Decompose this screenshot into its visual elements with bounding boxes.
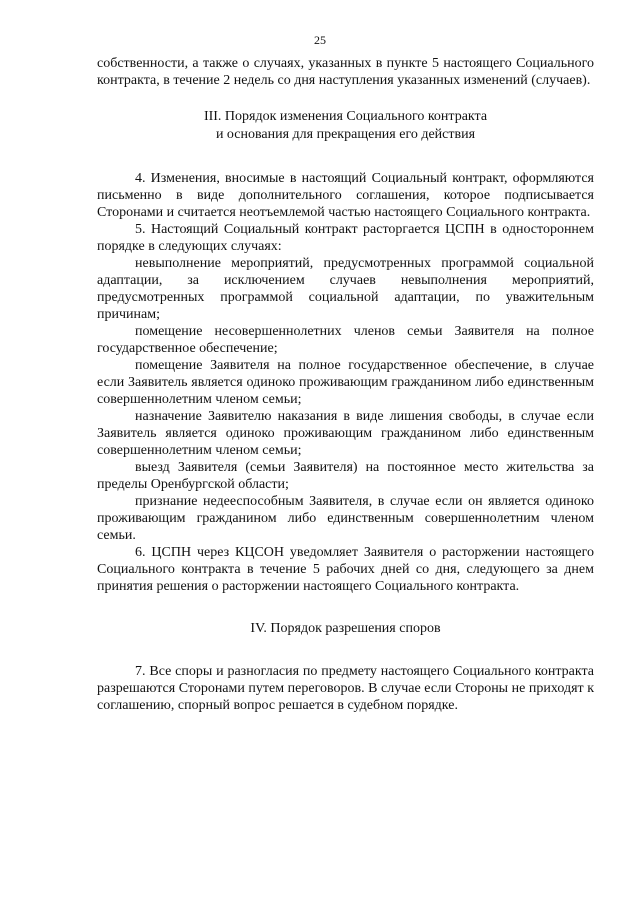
clause-4-paragraph: 4. Изменения, вносимые в настоящий Социальный контракт, оформляются письменно в виде дополнительного соглашения, которое подписывается Сторонами и считается неотъемлемой частью настоящего Социального контракта. [97, 171, 594, 220]
clause-6-paragraph: 6. ЦСПН через КЦСОН уведомляет Заявителя о расторжении настоящего Социального контракта в течение 5 рабочих дней со дня, следующего за днем принятия решения о расторжении настоящего Социального контракта. [97, 545, 594, 594]
section-3-title-line-1: III. Порядок изменения Социального контракта [203, 109, 488, 124]
clause-5-paragraph: 5. Настоящий Социальный контракт расторгается ЦСПН в одностороннем порядке в следующих случаях: [97, 222, 594, 254]
termination-case-3: помещение Заявителя на полное государственное обеспечение, в случае если Заявитель является одиноко проживающим гражданином либо единственным совершеннолетним членом семьи; [97, 358, 594, 407]
section-3-heading [97, 108, 594, 144]
section-3-title-line-2: и основания для прекращения его действия [215, 127, 476, 142]
page-number: 25 [314, 33, 326, 47]
section-4-heading [97, 620, 594, 638]
section-3-body [97, 170, 594, 595]
termination-case-5: выезд Заявителя (семьи Заявителя) на постоянное место жительства за пределы Оренбургской области; [97, 460, 594, 492]
termination-case-4: назначение Заявителю наказания в виде лишения свободы, в случае если Заявитель является одиноко проживающим гражданином либо единственным совершеннолетним членом семьи; [97, 409, 594, 458]
document-body [97, 55, 594, 714]
termination-case-2: помещение несовершеннолетних членов семьи Заявителя на полное государственное обеспечение; [97, 324, 594, 356]
termination-case-6: признание недееспособным Заявителя, в случае если он является одиноко проживающим гражданином либо единственным совершеннолетним членом семьи. [97, 494, 594, 543]
termination-case-1: невыполнение мероприятий, предусмотренных программой социальной адаптации, за исключением случаев невыполнения мероприятий, предусмотренных программой социальной адаптации, по уважительным причинам; [97, 256, 594, 322]
intro-paragraph: собственности, а также о случаях, указанных в пункте 5 настоящего Социального контракта, в течение 2 недель со дня наступления указанных изменений (случаев). [97, 56, 594, 88]
section-4-body [97, 663, 594, 714]
section-4-title: IV. Порядок разрешения споров [250, 621, 441, 636]
clause-7-paragraph: 7. Все споры и разногласия по предмету настоящего Социального контракта разрешаются Сторонами путем переговоров. В случае если Стороны не приходят к соглашению, спорный вопрос решается в судебном порядке. [97, 664, 594, 713]
